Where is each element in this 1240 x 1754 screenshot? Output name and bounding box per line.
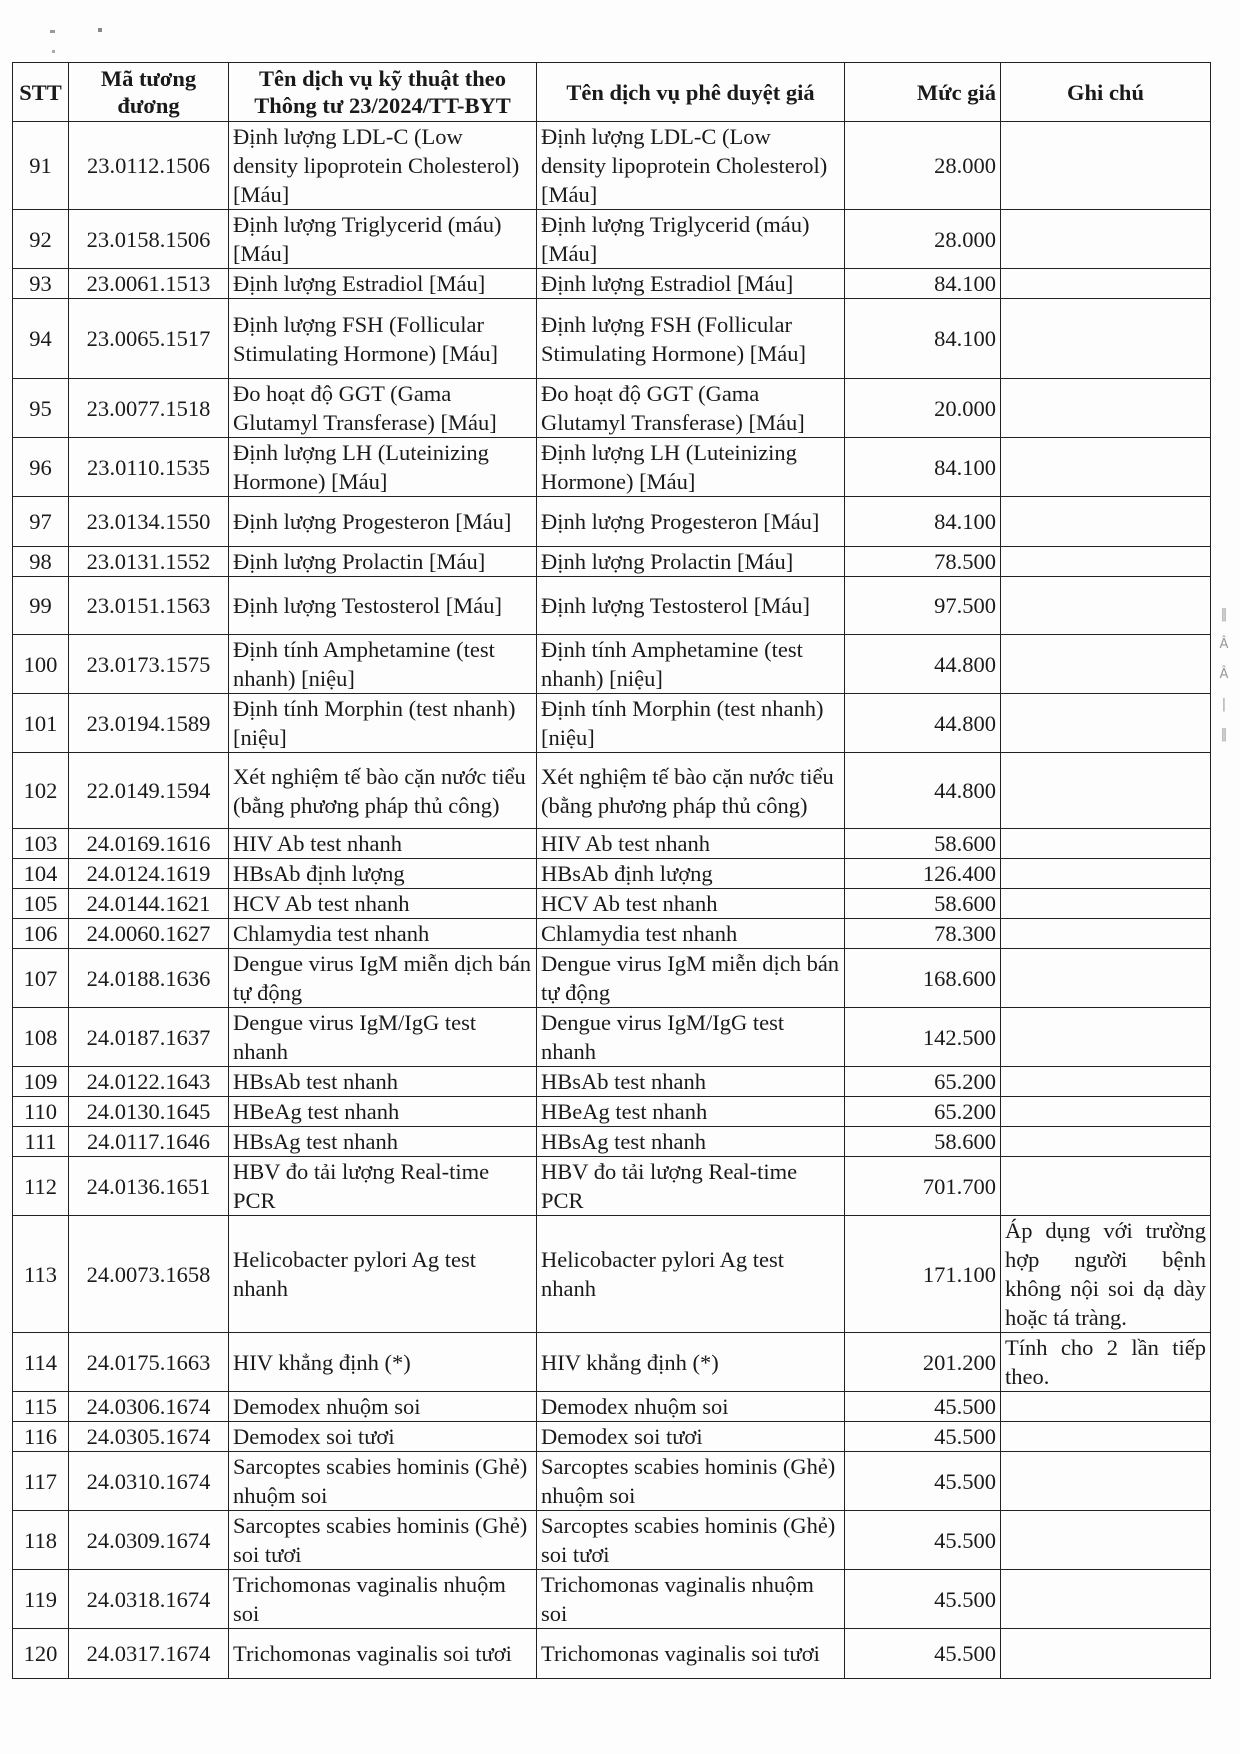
cell-service-tt: HBsAg test nhanh	[229, 1127, 537, 1157]
cell-price: 45.500	[845, 1392, 1001, 1422]
cell-price: 45.500	[845, 1452, 1001, 1511]
cell-code: 24.0175.1663	[69, 1333, 229, 1392]
cell-service-price: Định lượng Progesteron [Máu]	[537, 497, 845, 547]
cell-note	[1001, 889, 1211, 919]
cell-code: 23.0061.1513	[69, 269, 229, 299]
cell-service-tt: HIV khẳng định (*)	[229, 1333, 537, 1392]
cell-service-tt: Dengue virus IgM miễn dịch bán tự động	[229, 949, 537, 1008]
cell-price: 168.600	[845, 949, 1001, 1008]
table-row	[13, 1127, 1211, 1157]
cell-stt: 105	[13, 889, 69, 919]
cell-note	[1001, 1097, 1211, 1127]
table-row	[13, 1008, 1211, 1067]
table-row	[13, 1067, 1211, 1097]
cell-price: 58.600	[845, 829, 1001, 859]
cell-price: 65.200	[845, 1067, 1001, 1097]
cell-service-price: Chlamydia test nhanh	[537, 919, 845, 949]
table-row	[13, 859, 1211, 889]
table-row	[13, 1216, 1211, 1333]
cell-stt: 110	[13, 1097, 69, 1127]
cell-price: 28.000	[845, 210, 1001, 269]
cell-service-tt: Xét nghiệm tế bào cặn nước tiểu (bằng phương pháp thủ công)	[229, 753, 537, 829]
cell-note	[1001, 122, 1211, 210]
cell-code: 24.0144.1621	[69, 889, 229, 919]
cell-note	[1001, 497, 1211, 547]
table-row	[13, 438, 1211, 497]
cell-code: 24.0188.1636	[69, 949, 229, 1008]
cell-service-tt: Dengue virus IgM/IgG test nhanh	[229, 1008, 537, 1067]
cell-service-price: HBsAb test nhanh	[537, 1067, 845, 1097]
cell-price: 20.000	[845, 379, 1001, 438]
cell-note	[1001, 1067, 1211, 1097]
table-row	[13, 547, 1211, 577]
table-row	[13, 210, 1211, 269]
cell-code: 23.0158.1506	[69, 210, 229, 269]
cell-service-price: Định tính Amphetamine (test nhanh) [niệu]	[537, 635, 845, 694]
table-row	[13, 635, 1211, 694]
cell-service-price: HBsAg test nhanh	[537, 1127, 845, 1157]
cell-code: 22.0149.1594	[69, 753, 229, 829]
cell-service-price: HCV Ab test nhanh	[537, 889, 845, 919]
cell-code: 24.0130.1645	[69, 1097, 229, 1127]
cell-price: 97.500	[845, 577, 1001, 635]
cell-stt: 107	[13, 949, 69, 1008]
cell-note	[1001, 210, 1211, 269]
table-row	[13, 1452, 1211, 1511]
cell-service-tt: Chlamydia test nhanh	[229, 919, 537, 949]
table-row	[13, 299, 1211, 379]
cell-note	[1001, 438, 1211, 497]
cell-stt: 115	[13, 1392, 69, 1422]
cell-note	[1001, 694, 1211, 753]
cell-service-tt: HBsAb test nhanh	[229, 1067, 537, 1097]
cell-price: 84.100	[845, 269, 1001, 299]
cell-service-tt: Định lượng Prolactin [Máu]	[229, 547, 537, 577]
table-row	[13, 577, 1211, 635]
cell-stt: 98	[13, 547, 69, 577]
cell-service-tt: HBeAg test nhanh	[229, 1097, 537, 1127]
cell-note	[1001, 1157, 1211, 1216]
cell-price: 44.800	[845, 694, 1001, 753]
cell-code: 24.0122.1643	[69, 1067, 229, 1097]
cell-price: 45.500	[845, 1629, 1001, 1679]
cell-note	[1001, 1452, 1211, 1511]
cell-code: 23.0112.1506	[69, 122, 229, 210]
cell-note	[1001, 949, 1211, 1008]
cell-note	[1001, 577, 1211, 635]
cell-code: 24.0310.1674	[69, 1452, 229, 1511]
table-header-row	[13, 63, 1211, 122]
table-row	[13, 949, 1211, 1008]
cell-service-tt: Trichomonas vaginalis nhuộm soi	[229, 1570, 537, 1629]
margin-stamp-fragment: ‖ Â Â | ‖	[1219, 607, 1229, 742]
cell-price: 701.700	[845, 1157, 1001, 1216]
table-row	[13, 1511, 1211, 1570]
cell-price: 84.100	[845, 438, 1001, 497]
cell-service-tt: Đo hoạt độ GGT (Gama Glutamyl Transferase) [Máu]	[229, 379, 537, 438]
cell-service-price: HBV đo tải lượng Real-time PCR	[537, 1157, 845, 1216]
cell-code: 24.0187.1637	[69, 1008, 229, 1067]
cell-service-tt: Trichomonas vaginalis soi tươi	[229, 1629, 537, 1679]
cell-service-price: Dengue virus IgM miễn dịch bán tự động	[537, 949, 845, 1008]
cell-note	[1001, 1511, 1211, 1570]
cell-code: 24.0318.1674	[69, 1570, 229, 1629]
cell-service-tt: HCV Ab test nhanh	[229, 889, 537, 919]
cell-code: 24.0305.1674	[69, 1422, 229, 1452]
cell-service-tt: Định lượng Estradiol [Máu]	[229, 269, 537, 299]
table-row	[13, 497, 1211, 547]
cell-service-price: Xét nghiệm tế bào cặn nước tiểu (bằng phương pháp thủ công)	[537, 753, 845, 829]
cell-service-tt: Sarcoptes scabies hominis (Ghẻ) nhuộm soi	[229, 1452, 537, 1511]
cell-price: 44.800	[845, 635, 1001, 694]
header-note: Ghi chú	[1001, 63, 1211, 122]
cell-service-price: HIV Ab test nhanh	[537, 829, 845, 859]
cell-note	[1001, 829, 1211, 859]
header-code: Mã tương đương	[69, 63, 229, 122]
cell-service-price: Định tính Morphin (test nhanh) [niệu]	[537, 694, 845, 753]
cell-note	[1001, 379, 1211, 438]
cell-note	[1001, 1127, 1211, 1157]
cell-service-tt: HIV Ab test nhanh	[229, 829, 537, 859]
cell-price: 65.200	[845, 1097, 1001, 1127]
scan-speck	[50, 30, 55, 33]
cell-service-tt: Định lượng Testosterol [Máu]	[229, 577, 537, 635]
cell-stt: 117	[13, 1452, 69, 1511]
cell-price: 84.100	[845, 299, 1001, 379]
table-body	[13, 122, 1211, 1679]
price-table-container	[12, 62, 1210, 1679]
cell-stt: 99	[13, 577, 69, 635]
cell-service-price: Helicobacter pylori Ag test nhanh	[537, 1216, 845, 1333]
cell-code: 24.0309.1674	[69, 1511, 229, 1570]
cell-service-tt: Định lượng LH (Luteinizing Hormone) [Máu]	[229, 438, 537, 497]
cell-price: 126.400	[845, 859, 1001, 889]
header-service-tt: Tên dịch vụ kỹ thuật theo Thông tư 23/2024/TT-BYT	[229, 63, 537, 122]
cell-service-price: Định lượng Estradiol [Máu]	[537, 269, 845, 299]
cell-stt: 102	[13, 753, 69, 829]
cell-code: 24.0306.1674	[69, 1392, 229, 1422]
cell-service-tt: Định lượng Triglycerid (máu) [Máu]	[229, 210, 537, 269]
cell-code: 24.0169.1616	[69, 829, 229, 859]
cell-service-tt: Định tính Amphetamine (test nhanh) [niệu]	[229, 635, 537, 694]
cell-stt: 103	[13, 829, 69, 859]
table-row	[13, 1157, 1211, 1216]
cell-service-tt: Demodex soi tươi	[229, 1422, 537, 1452]
table-row	[13, 829, 1211, 859]
cell-code: 24.0124.1619	[69, 859, 229, 889]
cell-note	[1001, 269, 1211, 299]
cell-service-price: Demodex nhuộm soi	[537, 1392, 845, 1422]
scan-speck	[98, 28, 102, 32]
header-stt: STT	[13, 63, 69, 122]
cell-stt: 120	[13, 1629, 69, 1679]
cell-stt: 116	[13, 1422, 69, 1452]
cell-stt: 112	[13, 1157, 69, 1216]
cell-stt: 106	[13, 919, 69, 949]
table-row	[13, 1422, 1211, 1452]
cell-price: 78.500	[845, 547, 1001, 577]
cell-code: 23.0151.1563	[69, 577, 229, 635]
cell-price: 58.600	[845, 1127, 1001, 1157]
cell-code: 23.0110.1535	[69, 438, 229, 497]
cell-code: 23.0173.1575	[69, 635, 229, 694]
cell-code: 23.0065.1517	[69, 299, 229, 379]
cell-stt: 104	[13, 859, 69, 889]
cell-service-tt: Định lượng Progesteron [Máu]	[229, 497, 537, 547]
cell-service-price: HBeAg test nhanh	[537, 1097, 845, 1127]
header-service-price: Tên dịch vụ phê duyệt giá	[537, 63, 845, 122]
cell-stt: 111	[13, 1127, 69, 1157]
cell-price: 28.000	[845, 122, 1001, 210]
cell-stt: 91	[13, 122, 69, 210]
cell-stt: 119	[13, 1570, 69, 1629]
cell-service-price: Định lượng LDL-C (Low density lipoprotein Cholesterol) [Máu]	[537, 122, 845, 210]
table-row	[13, 1333, 1211, 1392]
cell-code: 23.0134.1550	[69, 497, 229, 547]
cell-service-price: HBsAb định lượng	[537, 859, 845, 889]
table-row	[13, 889, 1211, 919]
cell-stt: 95	[13, 379, 69, 438]
cell-stt: 101	[13, 694, 69, 753]
cell-price: 84.100	[845, 497, 1001, 547]
cell-price: 45.500	[845, 1511, 1001, 1570]
cell-service-price: Sarcoptes scabies hominis (Ghẻ) soi tươi	[537, 1511, 845, 1570]
cell-price: 58.600	[845, 889, 1001, 919]
price-table	[12, 62, 1211, 1679]
cell-note: Áp dụng với trường hợp người bệnh không nội soi dạ dày hoặc tá tràng.	[1001, 1216, 1211, 1333]
cell-code: 23.0131.1552	[69, 547, 229, 577]
table-row	[13, 379, 1211, 438]
cell-code: 24.0317.1674	[69, 1629, 229, 1679]
cell-service-tt: Định lượng FSH (Follicular Stimulating Hormone) [Máu]	[229, 299, 537, 379]
cell-note	[1001, 1570, 1211, 1629]
cell-service-price: Định lượng FSH (Follicular Stimulating Hormone) [Máu]	[537, 299, 845, 379]
cell-service-tt: Sarcoptes scabies hominis (Ghẻ) soi tươi	[229, 1511, 537, 1570]
cell-stt: 109	[13, 1067, 69, 1097]
cell-note	[1001, 919, 1211, 949]
header-price: Mức giá	[845, 63, 1001, 122]
cell-code: 24.0136.1651	[69, 1157, 229, 1216]
cell-price: 78.300	[845, 919, 1001, 949]
cell-stt: 92	[13, 210, 69, 269]
cell-stt: 93	[13, 269, 69, 299]
table-row	[13, 1392, 1211, 1422]
cell-service-tt: HBV đo tải lượng Real-time PCR	[229, 1157, 537, 1216]
cell-stt: 94	[13, 299, 69, 379]
cell-note	[1001, 1629, 1211, 1679]
cell-stt: 118	[13, 1511, 69, 1570]
cell-service-price: Sarcoptes scabies hominis (Ghẻ) nhuộm soi	[537, 1452, 845, 1511]
cell-price: 142.500	[845, 1008, 1001, 1067]
cell-service-price: Định lượng Testosterol [Máu]	[537, 577, 845, 635]
table-row	[13, 1570, 1211, 1629]
cell-service-tt: Định lượng LDL-C (Low density lipoprotein Cholesterol) [Máu]	[229, 122, 537, 210]
table-row	[13, 122, 1211, 210]
cell-note	[1001, 1422, 1211, 1452]
cell-note: Tính cho 2 lần tiếp theo.	[1001, 1333, 1211, 1392]
cell-service-price: Đo hoạt độ GGT (Gama Glutamyl Transferase) [Máu]	[537, 379, 845, 438]
cell-note	[1001, 753, 1211, 829]
cell-code: 24.0060.1627	[69, 919, 229, 949]
cell-price: 201.200	[845, 1333, 1001, 1392]
cell-stt: 114	[13, 1333, 69, 1392]
scan-speck	[52, 50, 55, 53]
cell-service-price: Dengue virus IgM/IgG test nhanh	[537, 1008, 845, 1067]
cell-stt: 108	[13, 1008, 69, 1067]
cell-note	[1001, 635, 1211, 694]
cell-price: 45.500	[845, 1422, 1001, 1452]
cell-price: 45.500	[845, 1570, 1001, 1629]
table-row	[13, 753, 1211, 829]
cell-service-price: Trichomonas vaginalis nhuộm soi	[537, 1570, 845, 1629]
cell-stt: 96	[13, 438, 69, 497]
cell-price: 171.100	[845, 1216, 1001, 1333]
cell-service-tt: HBsAb định lượng	[229, 859, 537, 889]
cell-note	[1001, 1392, 1211, 1422]
cell-price: 44.800	[845, 753, 1001, 829]
cell-note	[1001, 859, 1211, 889]
cell-note	[1001, 547, 1211, 577]
cell-service-price: Định lượng LH (Luteinizing Hormone) [Máu]	[537, 438, 845, 497]
cell-service-price: Định lượng Triglycerid (máu) [Máu]	[537, 210, 845, 269]
table-row	[13, 1629, 1211, 1679]
table-row	[13, 694, 1211, 753]
cell-note	[1001, 1008, 1211, 1067]
cell-service-price: Trichomonas vaginalis soi tươi	[537, 1629, 845, 1679]
cell-service-price: HIV khẳng định (*)	[537, 1333, 845, 1392]
table-row	[13, 1097, 1211, 1127]
cell-code: 24.0073.1658	[69, 1216, 229, 1333]
cell-service-tt: Demodex nhuộm soi	[229, 1392, 537, 1422]
cell-service-price: Định lượng Prolactin [Máu]	[537, 547, 845, 577]
cell-note	[1001, 299, 1211, 379]
cell-stt: 100	[13, 635, 69, 694]
table-row	[13, 919, 1211, 949]
cell-stt: 113	[13, 1216, 69, 1333]
cell-code: 24.0117.1646	[69, 1127, 229, 1157]
cell-service-tt: Định tính Morphin (test nhanh) [niệu]	[229, 694, 537, 753]
cell-service-tt: Helicobacter pylori Ag test nhanh	[229, 1216, 537, 1333]
cell-stt: 97	[13, 497, 69, 547]
table-row	[13, 269, 1211, 299]
cell-code: 23.0194.1589	[69, 694, 229, 753]
cell-code: 23.0077.1518	[69, 379, 229, 438]
cell-service-price: Demodex soi tươi	[537, 1422, 845, 1452]
